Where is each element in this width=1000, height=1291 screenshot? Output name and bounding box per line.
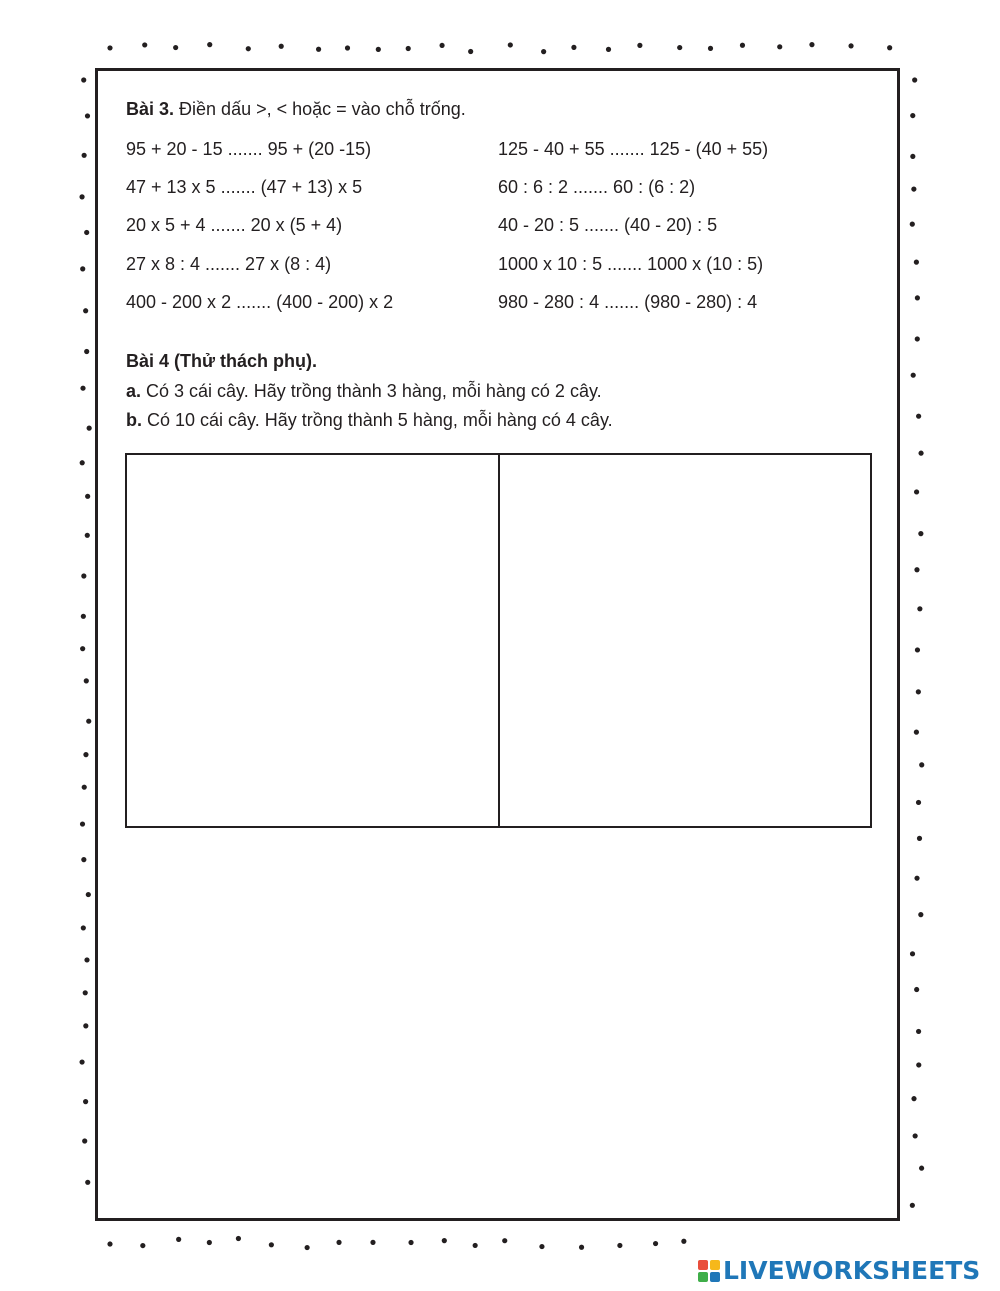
decorative-dot [915, 336, 920, 341]
decorative-dot [207, 1240, 212, 1245]
decorative-dot [468, 49, 473, 54]
decorative-dot [740, 43, 745, 48]
decorative-dot [911, 186, 916, 191]
expression-right-3: 40 - 20 : 5 ....... (40 - 20) : 5 [498, 215, 718, 235]
decorative-dot [910, 1203, 915, 1208]
expression-left-5: 400 - 200 x 2 ....... (400 - 200) x 2 [126, 292, 394, 312]
decorative-dot [914, 567, 919, 572]
decorative-dot [83, 1099, 88, 1104]
decorative-dot [370, 1240, 375, 1245]
decorative-dot [80, 821, 85, 826]
logo-tile [710, 1272, 720, 1282]
decorative-dot [910, 222, 915, 227]
decorative-dot [917, 606, 922, 611]
liveworksheets-logo [698, 1256, 980, 1285]
decorative-dot [910, 951, 915, 956]
decorative-dot [848, 43, 853, 48]
decorative-dot [681, 1239, 686, 1244]
part-b-label: b. [126, 410, 142, 430]
expression-right-2: 60 : 6 : 2 ....... 60 : (6 : 2) [498, 177, 696, 197]
logo-tile [698, 1272, 708, 1282]
logo-tile [710, 1260, 720, 1270]
decorative-dot [107, 45, 112, 50]
decorative-dot [81, 925, 86, 930]
decorative-dot [502, 1238, 507, 1243]
decorative-dot [809, 42, 814, 47]
decorative-dot [83, 308, 88, 313]
part-a-text: Có 3 cái cây. Hãy trồng thành 3 hàng, mỗi hàng có 2 cây. [141, 381, 602, 401]
exercise-4-part-b [126, 410, 613, 431]
decorative-dot [305, 1245, 310, 1250]
decorative-dot [345, 45, 350, 50]
decorative-dot [617, 1243, 622, 1248]
decorative-dot [914, 876, 919, 881]
exercise-3-heading [126, 99, 466, 120]
expression-left-3: 20 x 5 + 4 ....... 20 x (5 + 4) [126, 215, 343, 235]
decorative-dot [80, 266, 85, 271]
decorative-dot [86, 892, 91, 897]
decorative-dot [140, 1243, 145, 1248]
decorative-dot [915, 647, 920, 652]
decorative-dot [84, 230, 89, 235]
logo-text: LIVEWORKSHEETS [723, 1256, 981, 1285]
decorative-dot [677, 45, 682, 50]
decorative-dot [708, 46, 713, 51]
decorative-dot [915, 295, 920, 300]
answer-boxes [125, 453, 872, 828]
decorative-dot [579, 1245, 584, 1250]
decorative-dot [914, 260, 919, 265]
decorative-dot [887, 45, 892, 50]
decorative-dot [916, 689, 921, 694]
decorative-dot [918, 451, 923, 456]
decorative-dot [84, 349, 89, 354]
logo-tile [698, 1260, 708, 1270]
decorative-dot [82, 1138, 87, 1143]
expression-left-2: 47 + 13 x 5 ....... (47 + 13) x 5 [126, 177, 363, 197]
decorative-dot [83, 752, 88, 757]
decorative-dot [442, 1238, 447, 1243]
decorative-dot [916, 800, 921, 805]
decorative-dot [80, 460, 85, 465]
decorative-dot [914, 489, 919, 494]
part-a-label: a. [126, 381, 142, 401]
decorative-dot [336, 1240, 341, 1245]
decorative-dot [81, 614, 86, 619]
decorative-dot [84, 957, 89, 962]
decorative-dot [439, 43, 444, 48]
liveworksheets-logo-icon [698, 1260, 720, 1282]
decorative-dot [85, 113, 90, 118]
decorative-dot [85, 1180, 90, 1185]
decorative-dot [914, 730, 919, 735]
expression-right-4: 1000 x 10 : 5 ....... 1000 x (10 : 5) [498, 254, 764, 274]
decorative-dot [919, 1166, 924, 1171]
decorative-dot [83, 1023, 88, 1028]
decorative-dot [918, 531, 923, 536]
decorative-dot [85, 494, 90, 499]
decorative-dot [82, 785, 87, 790]
decorative-dot [87, 426, 92, 431]
decorative-dot [571, 45, 576, 50]
decorative-dot [83, 990, 88, 995]
decorative-dot [173, 45, 178, 50]
decorative-dot [79, 194, 84, 199]
decorative-dot [508, 42, 513, 47]
decorative-dot [246, 46, 251, 51]
decorative-dot [176, 1237, 181, 1242]
part-b-text: Có 10 cái cây. Hãy trồng thành 5 hàng, mỗi hàng có 4 cây. [142, 410, 613, 430]
decorative-dot [316, 47, 321, 52]
decorative-dot [406, 46, 411, 51]
decorative-dot [85, 533, 90, 538]
expression-right-5: 980 - 280 : 4 ....... (980 - 280) : 4 [498, 292, 758, 312]
decorative-dot [236, 1236, 241, 1241]
decorative-dot [637, 43, 642, 48]
decorative-dot [376, 47, 381, 52]
decorative-dot [916, 1029, 921, 1034]
decorative-dot [918, 912, 923, 917]
decorative-dot [142, 42, 147, 47]
decorative-dot [912, 77, 917, 82]
expression-right-1: 125 - 40 + 55 ....... 125 - (40 + 55) [498, 139, 769, 159]
decorative-dot [84, 678, 89, 683]
decorative-dot [80, 646, 85, 651]
decorative-dot [107, 1241, 112, 1246]
decorative-dot [80, 386, 85, 391]
decorative-dot [86, 719, 91, 724]
answer-box-b[interactable] [498, 455, 871, 826]
exercise-4-part-a [126, 381, 602, 402]
answer-box-a[interactable] [127, 455, 498, 826]
expression-left-4: 27 x 8 : 4 ....... 27 x (8 : 4) [126, 254, 332, 274]
decorative-dot [911, 1096, 916, 1101]
exercise-4-heading: Bài 4 (Thử thách phụ). [126, 351, 318, 371]
decorative-dot [81, 573, 86, 578]
decorative-dot [541, 49, 546, 54]
decorative-dot [539, 1244, 544, 1249]
decorative-dot [473, 1243, 478, 1248]
decorative-dot [913, 1133, 918, 1138]
decorative-dot [269, 1242, 274, 1247]
expression-left-1: 95 + 20 - 15 ....... 95 + (20 -15) [126, 139, 372, 159]
decorative-dot [207, 42, 212, 47]
exercise-3-instruction: Điền dấu >, < hoặc = vào chỗ trống. [174, 99, 466, 119]
decorative-dot [917, 836, 922, 841]
decorative-dot [777, 44, 782, 49]
decorative-dot [919, 762, 924, 767]
decorative-dot [910, 154, 915, 159]
decorative-dot [916, 1062, 921, 1067]
decorative-dot [653, 1241, 658, 1246]
decorative-dot [914, 987, 919, 992]
decorative-dot [910, 113, 915, 118]
decorative-dot [79, 1059, 84, 1064]
decorative-dot [911, 373, 916, 378]
exercise-3-label: Bài 3. [126, 99, 175, 119]
decorative-dot [279, 44, 284, 49]
decorative-dot [606, 47, 611, 52]
decorative-dot [916, 414, 921, 419]
decorative-dot [81, 77, 86, 82]
decorative-dot [81, 857, 86, 862]
decorative-dot [82, 153, 87, 158]
decorative-dot [408, 1240, 413, 1245]
